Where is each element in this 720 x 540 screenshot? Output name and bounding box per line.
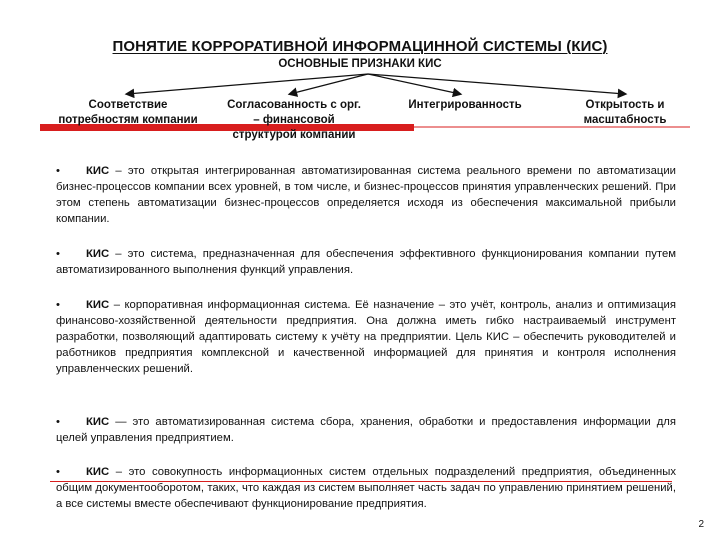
definition-text: – это совокупность информационных систем отдельных подразделений предприятия, объединенных общим документооборотом, таких, что каждая из систем выполняет часть задач по управлению принятием решений, а все системы вместе обеспечивают функционирование предприятия. — [56, 466, 676, 510]
feature-1-line2: потребностям компании — [58, 114, 198, 126]
definition-paragraph-1 — [56, 163, 676, 227]
feature-3 — [390, 98, 540, 113]
feature-4-line1: Открытость и — [585, 99, 665, 111]
term-kis: КИС — [86, 299, 110, 311]
term-kis: КИС — [86, 248, 110, 260]
bullet-icon: • — [56, 466, 60, 478]
bullet-icon: • — [56, 299, 60, 311]
feature-2-line2: – финансовой — [253, 114, 335, 126]
definition-text: – это открытая интегрированная автоматизированная система реального времени по автоматизации бизнес-процессов компании всех уровней, в том числе, и бизнес-процессов принятия управленческих решений. При этом степень автоматизации бизнес-процессов определяется исходя из обеспечения максимальной прибыли компании. — [56, 165, 676, 225]
slide-title: ПОНЯТИЕ КОРРОРАТИВНОЙ ИНФОРМАЦИННОЙ СИСТЕМЫ (КИС) — [112, 38, 608, 55]
feature-2 — [204, 98, 384, 143]
feature-4-line2: масштабность — [583, 114, 667, 126]
feature-4 — [565, 98, 685, 128]
feature-2-line3: структурой компании — [232, 129, 356, 141]
term-kis: КИС — [86, 165, 110, 177]
definition-paragraph-3 — [56, 297, 676, 377]
feature-2-line1: Согласованность с орг. — [227, 99, 361, 111]
definition-paragraph-4 — [56, 414, 676, 446]
feature-1 — [40, 98, 216, 128]
red-underline-decoration — [50, 481, 672, 482]
definition-text: — это автоматизированная система сбора, хранения, обработки и предоставления информации для целей управления предприятием. — [56, 416, 676, 444]
feature-3-line1: Интегрированность — [408, 99, 522, 111]
term-kis: КИС — [86, 466, 110, 478]
definition-text: – корпоративная информационная система. Её назначение – это учёт, контроль, анализ и оптимизация финансово-хозяйственной деятельности предприятия. Она должна иметь гибко настраиваемый инструмент разработки, позволяющий адаптировать систему к учёту на предприятии. Цель КИС – обеспечить руководителей и работников предприятия комплексной и качественной информацией для принятия и контроля исполнения управленческих решений. — [56, 299, 676, 375]
bullet-icon: • — [56, 165, 60, 177]
definition-text: – это система, предназначенная для обеспечения эффективного функционирования компании путем автоматизированного выполнения функций управления. — [56, 248, 676, 276]
feature-1-line1: Соответствие — [88, 99, 168, 111]
page-number: 2 — [698, 519, 704, 530]
slide-subtitle: ОСНОВНЫЕ ПРИЗНАКИ КИС — [278, 58, 442, 70]
arrow-to-feature-1 — [127, 74, 368, 94]
arrow-to-feature-4 — [368, 74, 625, 94]
definition-paragraph-5 — [56, 464, 676, 512]
bullet-icon: • — [56, 416, 60, 428]
bullet-icon: • — [56, 248, 60, 260]
term-kis: КИС — [86, 416, 110, 428]
definition-paragraph-2 — [56, 246, 676, 278]
